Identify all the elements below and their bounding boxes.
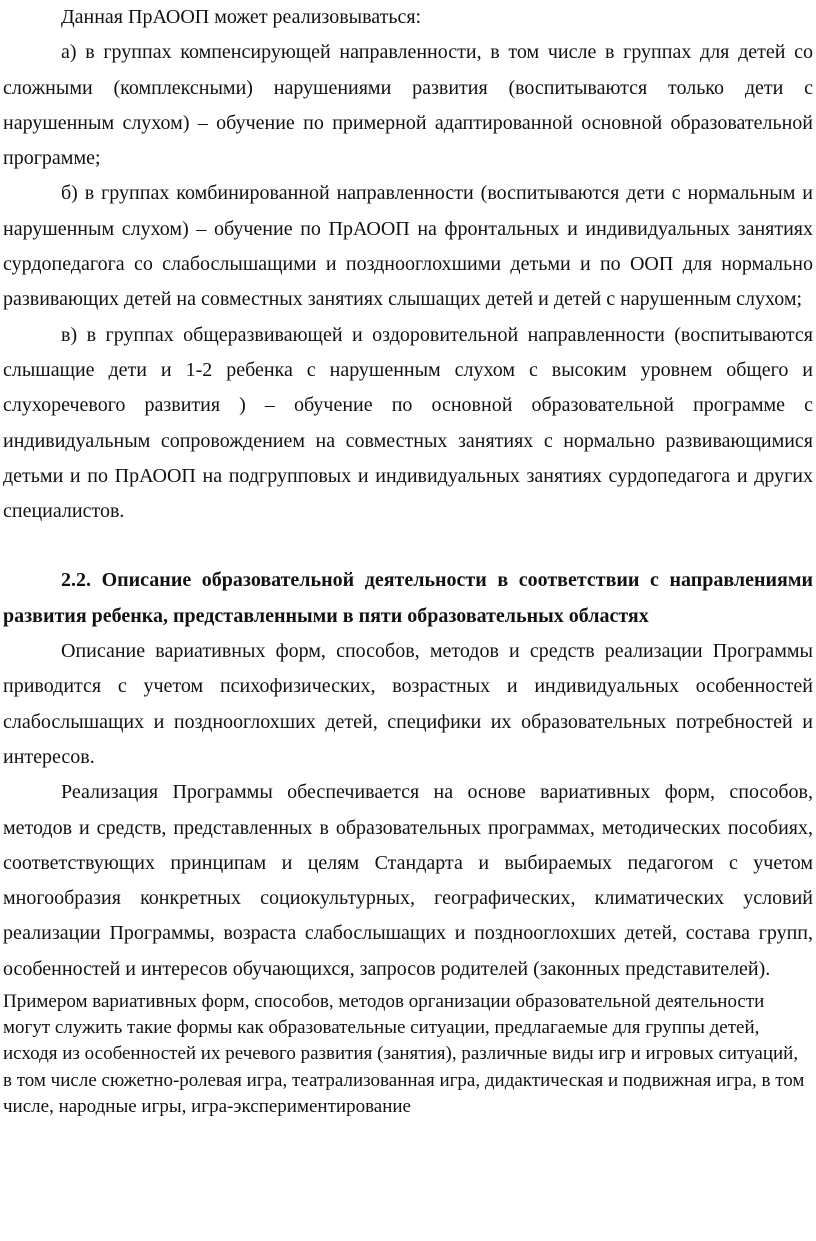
paragraph-implementation: Реализация Программы обеспечивается на основе вариативных форм, способов, методов и средств, представленных в образовательных программах, методических пособиях, соответствующих принципам и целям Стандарта и выбираемых педагогом с учетом многообразия конкретных социокультурных, географических, климатических условий реализации Программы, возраста слабослышащих и позднооглохших детей, состава групп, особенностей и интересов обучающихся, запросов родителей (законных представителей). [3,781,813,980]
paragraph-item-a: а) в группах компенсирующей направленности, в том числе в группах для детей со сложными (комплексными) нарушениями развития (воспитываются только дети с нарушенным слухом) – обучение по примерной адаптированной основной образовательной программе; [3,41,813,170]
section-heading: 2.2. Описание образовательной деятельности в соответствии с направлениями развития ребенка, представленными в пяти образовательных областях [3,569,813,627]
paragraph-intro: Данная ПрАООП может реализовываться: [61,6,422,28]
paragraph-examples: Примером вариативных форм, способов, методов организации образовательной деятельности могут служить такие формы как образовательные ситуации, предлагаемые для группы детей, исходя из особенностей их речевого развития (занятия), различные виды игр и игровых ситуаций, в том числе сюжетно-ролевая игра, театрализованная игра, дидактическая и подвижная игра, в том числе, народные игры, игра-экспериментирование [3,991,805,1117]
paragraph-description: Описание вариативных форм, способов, методов и средств реализации Программы приводится с учетом психофизических, возрастных и индивидуальных особенностей слабослышащих и позднооглохших детей, специфики их образовательных потребностей и интересов. [3,640,813,768]
paragraph-item-b: б) в группах комбинированной направленности (воспитываются дети с нормальным и нарушенным слухом) – обучение по ПрАООП на фронтальных и индивидуальных занятиях сурдопедагога со слабослышащими и позднооглохшими детьми и по ООП для нормально развивающих детей на совместных занятиях слышащих детей и детей с нарушенным слухом; [3,182,813,311]
paragraph-item-v: в) в группах общеразвивающей и оздоровительной направленности (воспитываются слышащие дети и 1-2 ребенка с нарушенным слухом с высоким уровнем общего и слухоречевого развития ) – обучение по основной образовательной программе с индивидуальным сопровождением на совместных занятиях с нормально развивающимися детьми и по ПрАООП на подгрупповых и индивидуальных занятиях сурдопедагога и других специалистов. [3,323,813,523]
